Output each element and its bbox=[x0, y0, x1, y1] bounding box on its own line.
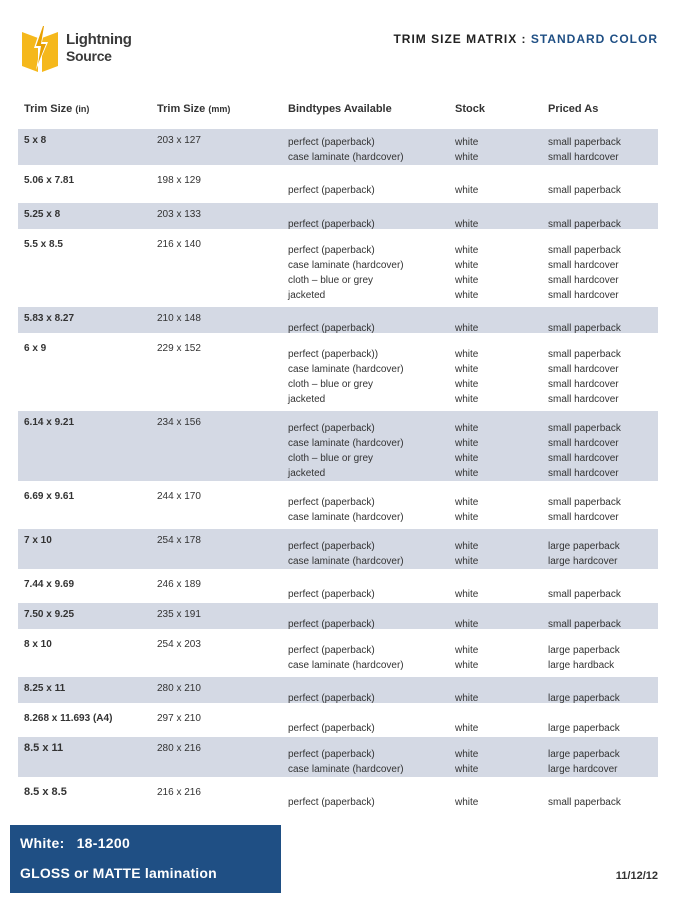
trim-size-in: 8.25 x 11 bbox=[24, 683, 66, 694]
table-row bbox=[18, 573, 658, 599]
priced-as-list bbox=[548, 217, 621, 232]
table-row bbox=[18, 307, 658, 333]
color-spec-box bbox=[10, 825, 281, 893]
bindtypes-value: perfect (paperback) bbox=[288, 245, 375, 256]
stock-value: white bbox=[455, 749, 479, 760]
priced-as-value: small hardcover bbox=[548, 468, 619, 479]
trim-size-mm: 235 x 191 bbox=[157, 609, 201, 620]
table-row bbox=[18, 633, 658, 673]
bindtypes-list bbox=[288, 321, 375, 336]
trim-size-mm: 198 x 129 bbox=[157, 175, 201, 186]
table-row bbox=[18, 169, 658, 199]
bindtypes-list bbox=[288, 243, 404, 303]
page-title bbox=[393, 32, 658, 46]
priced-as-value: large hardback bbox=[548, 660, 615, 671]
bindtypes-value: perfect (paperback) bbox=[288, 541, 375, 552]
table-row bbox=[18, 203, 658, 229]
priced-as-value: small hardcover bbox=[548, 394, 619, 405]
priced-as-value: small paperback bbox=[548, 797, 621, 808]
bindtypes-list bbox=[288, 587, 375, 602]
stock-value: white bbox=[455, 619, 479, 630]
table-header bbox=[18, 99, 658, 129]
page-title-accent: STANDARD COLOR bbox=[530, 32, 658, 46]
priced-as-value: large hardcover bbox=[548, 556, 618, 567]
trim-size-table bbox=[18, 99, 658, 815]
bindtypes-list bbox=[288, 495, 404, 525]
stock-value: white bbox=[455, 589, 479, 600]
priced-as-value: small paperback bbox=[548, 185, 621, 196]
table-row bbox=[18, 485, 658, 525]
priced-as-value: small paperback bbox=[548, 589, 621, 600]
bindtypes-value: case laminate (hardcover) bbox=[288, 260, 404, 271]
trim-size-mm: 229 x 152 bbox=[157, 343, 201, 354]
stock-value: white bbox=[455, 645, 479, 656]
table-row bbox=[18, 603, 658, 629]
trim-size-in: 5.83 x 8.27 bbox=[24, 313, 75, 324]
stock-list bbox=[455, 691, 478, 706]
stock-value: white bbox=[455, 260, 479, 271]
bindtypes-value: case laminate (hardcover) bbox=[288, 556, 404, 567]
table-row bbox=[18, 677, 658, 703]
stock-value: white bbox=[455, 512, 479, 523]
trim-size-mm: 280 x 210 bbox=[157, 683, 201, 694]
priced-as-list bbox=[548, 617, 621, 632]
bindtypes-list bbox=[288, 721, 375, 736]
priced-as-value: small paperback bbox=[548, 323, 621, 334]
logo-text-source: Source bbox=[66, 48, 112, 64]
bindtypes-list bbox=[288, 747, 404, 777]
trim-size-in: 6.14 x 9.21 bbox=[24, 417, 75, 428]
priced-as-value: small hardcover bbox=[548, 364, 619, 375]
bindtypes-list bbox=[288, 217, 375, 232]
stock-value: white bbox=[455, 394, 479, 405]
priced-as-value: small hardcover bbox=[548, 290, 619, 301]
priced-as-list bbox=[548, 721, 620, 736]
priced-as-value: large hardcover bbox=[548, 764, 618, 775]
priced-as-value: small hardcover bbox=[548, 275, 619, 286]
stock-value: white bbox=[455, 152, 479, 163]
priced-as-value: small hardcover bbox=[548, 512, 619, 523]
priced-as-value: large paperback bbox=[548, 693, 620, 704]
bindtypes-value: perfect (paperback) bbox=[288, 137, 375, 148]
header-trim-mm: Trim Size (mm) bbox=[157, 103, 231, 115]
stock-value: white bbox=[455, 423, 479, 434]
stock-value: white bbox=[455, 275, 479, 286]
stock-list bbox=[455, 643, 478, 673]
priced-as-value: small hardcover bbox=[548, 260, 619, 271]
stock-list bbox=[455, 183, 478, 198]
trim-size-in: 5.06 x 7.81 bbox=[24, 175, 75, 186]
trim-size-mm: 234 x 156 bbox=[157, 417, 201, 428]
priced-as-list bbox=[548, 539, 620, 569]
bindtypes-value: perfect (paperback) bbox=[288, 423, 375, 434]
stock-list bbox=[455, 243, 478, 303]
bindtypes-list bbox=[288, 347, 404, 407]
priced-as-list bbox=[548, 421, 621, 481]
bindtypes-value: case laminate (hardcover) bbox=[288, 152, 404, 163]
bindtypes-value: cloth – blue or grey bbox=[288, 275, 374, 286]
trim-size-in: 6 x 9 bbox=[24, 343, 47, 354]
bindtypes-value: case laminate (hardcover) bbox=[288, 660, 404, 671]
trim-size-mm: 203 x 133 bbox=[157, 209, 201, 220]
bindtypes-value: case laminate (hardcover) bbox=[288, 364, 404, 375]
trim-size-in: 8.5 x 8.5 bbox=[24, 786, 67, 798]
bindtypes-value: case laminate (hardcover) bbox=[288, 438, 404, 449]
stock-list bbox=[455, 421, 478, 481]
trim-size-mm: 210 x 148 bbox=[157, 313, 201, 324]
priced-as-value: small hardcover bbox=[548, 438, 619, 449]
stock-value: white bbox=[455, 723, 479, 734]
stock-value: white bbox=[455, 290, 479, 301]
document-date: 11/12/12 bbox=[615, 870, 658, 882]
logo-text-lightning: Lightning bbox=[66, 31, 132, 48]
bindtypes-value: perfect (paperback) bbox=[288, 723, 375, 734]
bindtypes-list bbox=[288, 643, 404, 673]
stock-list bbox=[455, 795, 478, 810]
bindtypes-list bbox=[288, 183, 375, 198]
priced-as-list bbox=[548, 747, 620, 777]
table-body bbox=[18, 129, 658, 811]
white-label: White: bbox=[20, 835, 65, 851]
trim-size-mm: 254 x 178 bbox=[157, 535, 201, 546]
priced-as-value: large paperback bbox=[548, 749, 620, 760]
stock-list bbox=[455, 495, 478, 525]
bindtypes-value: perfect (paperback) bbox=[288, 589, 375, 600]
bindtypes-value: perfect (paperback) bbox=[288, 497, 375, 508]
bindtypes-list bbox=[288, 421, 404, 481]
priced-as-value: small paperback bbox=[548, 137, 621, 148]
table-row bbox=[18, 233, 658, 303]
stock-value: white bbox=[455, 219, 479, 230]
trim-size-in: 7.44 x 9.69 bbox=[24, 579, 75, 590]
stock-list bbox=[455, 617, 478, 632]
trim-size-mm: 216 x 140 bbox=[157, 239, 201, 250]
stock-list bbox=[455, 721, 478, 736]
stock-list bbox=[455, 217, 478, 232]
bindtypes-list bbox=[288, 795, 375, 810]
priced-as-value: small paperback bbox=[548, 245, 621, 256]
header-stock: Stock bbox=[455, 103, 485, 115]
header-priced-as: Priced As bbox=[548, 103, 599, 115]
stock-value: white bbox=[455, 323, 479, 334]
bindtypes-value: cloth – blue or grey bbox=[288, 379, 374, 390]
priced-as-value: large paperback bbox=[548, 541, 620, 552]
bindtypes-list bbox=[288, 617, 375, 632]
trim-size-in: 7 x 10 bbox=[24, 535, 52, 546]
bindtypes-value: perfect (paperback) bbox=[288, 323, 375, 334]
table-row bbox=[18, 781, 658, 811]
priced-as-value: small hardcover bbox=[548, 152, 619, 163]
table-row bbox=[18, 737, 658, 777]
stock-value: white bbox=[455, 468, 479, 479]
table-row bbox=[18, 411, 658, 481]
stock-value: white bbox=[455, 541, 479, 552]
stock-value: white bbox=[455, 764, 479, 775]
trim-size-mm: 280 x 216 bbox=[157, 743, 201, 754]
bindtypes-value: perfect (paperback) bbox=[288, 619, 375, 630]
trim-size-in: 8.268 x 11.693 (A4) bbox=[24, 713, 113, 724]
stock-value: white bbox=[455, 660, 479, 671]
stock-value: white bbox=[455, 693, 479, 704]
page-title-main: TRIM SIZE MATRIX : bbox=[393, 32, 531, 46]
priced-as-value: small hardcover bbox=[548, 379, 619, 390]
bindtypes-value: perfect (paperback)) bbox=[288, 349, 379, 360]
stock-list bbox=[455, 539, 478, 569]
bindtypes-value: perfect (paperback) bbox=[288, 797, 375, 808]
stock-value: white bbox=[455, 556, 479, 567]
bindtypes-value: jacketed bbox=[288, 468, 326, 479]
priced-as-list bbox=[548, 135, 621, 165]
table-row bbox=[18, 707, 658, 733]
table-row bbox=[18, 337, 658, 407]
bindtypes-value: jacketed bbox=[288, 394, 326, 405]
stock-value: white bbox=[455, 245, 479, 256]
bindtypes-value: perfect (paperback) bbox=[288, 185, 375, 196]
lightning-book-icon bbox=[20, 24, 60, 74]
bindtypes-value: perfect (paperback) bbox=[288, 219, 375, 230]
stock-value: white bbox=[455, 349, 479, 360]
header-trim-in: Trim Size (in) bbox=[24, 103, 90, 115]
bindtypes-value: case laminate (hardcover) bbox=[288, 764, 404, 775]
priced-as-list bbox=[548, 183, 621, 198]
stock-value: white bbox=[455, 497, 479, 508]
trim-size-mm: 254 x 203 bbox=[157, 639, 201, 650]
trim-size-mm: 244 x 170 bbox=[157, 491, 201, 502]
trim-size-mm: 297 x 210 bbox=[157, 713, 201, 724]
table-row bbox=[18, 129, 658, 165]
trim-size-mm: 216 x 216 bbox=[157, 787, 201, 798]
priced-as-list bbox=[548, 691, 620, 706]
trim-size-in: 5.25 x 8 bbox=[24, 209, 61, 220]
stock-value: white bbox=[455, 453, 479, 464]
priced-as-list bbox=[548, 495, 621, 525]
trim-size-mm: 203 x 127 bbox=[157, 135, 201, 146]
priced-as-list bbox=[548, 321, 621, 336]
stock-value: white bbox=[455, 364, 479, 375]
trim-size-in: 8 x 10 bbox=[24, 639, 52, 650]
stock-value: white bbox=[455, 797, 479, 808]
stock-list bbox=[455, 747, 478, 777]
priced-as-value: small paperback bbox=[548, 349, 621, 360]
priced-as-list bbox=[548, 347, 621, 407]
trim-size-in: 8.5 x 11 bbox=[24, 742, 64, 754]
white-code-line bbox=[20, 835, 271, 851]
trim-size-in: 6.69 x 9.61 bbox=[24, 491, 75, 502]
priced-as-list bbox=[548, 587, 621, 602]
stock-value: white bbox=[455, 379, 479, 390]
lightning-source-logo bbox=[20, 24, 150, 74]
priced-as-value: large paperback bbox=[548, 723, 620, 734]
bindtypes-list bbox=[288, 691, 375, 706]
bindtypes-value: perfect (paperback) bbox=[288, 693, 375, 704]
trim-size-in: 7.50 x 9.25 bbox=[24, 609, 75, 620]
priced-as-value: large paperback bbox=[548, 645, 620, 656]
stock-list bbox=[455, 321, 478, 336]
stock-list bbox=[455, 347, 478, 407]
stock-value: white bbox=[455, 185, 479, 196]
priced-as-value: small hardcover bbox=[548, 453, 619, 464]
white-code: 18-1200 bbox=[76, 835, 131, 851]
bindtypes-value: cloth – blue or grey bbox=[288, 453, 374, 464]
stock-list bbox=[455, 135, 478, 165]
priced-as-value: small paperback bbox=[548, 219, 621, 230]
priced-as-list bbox=[548, 643, 620, 673]
stock-value: white bbox=[455, 137, 479, 148]
header-bindtypes: Bindtypes Available bbox=[288, 103, 392, 115]
priced-as-list bbox=[548, 795, 621, 810]
bindtypes-list bbox=[288, 135, 404, 165]
bindtypes-value: jacketed bbox=[288, 290, 326, 301]
stock-value: white bbox=[455, 438, 479, 449]
stock-list bbox=[455, 587, 478, 602]
priced-as-value: small paperback bbox=[548, 497, 621, 508]
bindtypes-value: case laminate (hardcover) bbox=[288, 512, 404, 523]
bindtypes-value: perfect (paperback) bbox=[288, 749, 375, 760]
trim-size-mm: 246 x 189 bbox=[157, 579, 201, 590]
priced-as-value: small paperback bbox=[548, 423, 621, 434]
trim-size-in: 5.5 x 8.5 bbox=[24, 239, 63, 250]
priced-as-value: small paperback bbox=[548, 619, 621, 630]
bindtypes-list bbox=[288, 539, 404, 569]
lamination-line: GLOSS or MATTE lamination bbox=[20, 865, 217, 881]
trim-size-in: 5 x 8 bbox=[24, 135, 47, 146]
table-row bbox=[18, 529, 658, 569]
priced-as-list bbox=[548, 243, 621, 303]
bindtypes-value: perfect (paperback) bbox=[288, 645, 375, 656]
